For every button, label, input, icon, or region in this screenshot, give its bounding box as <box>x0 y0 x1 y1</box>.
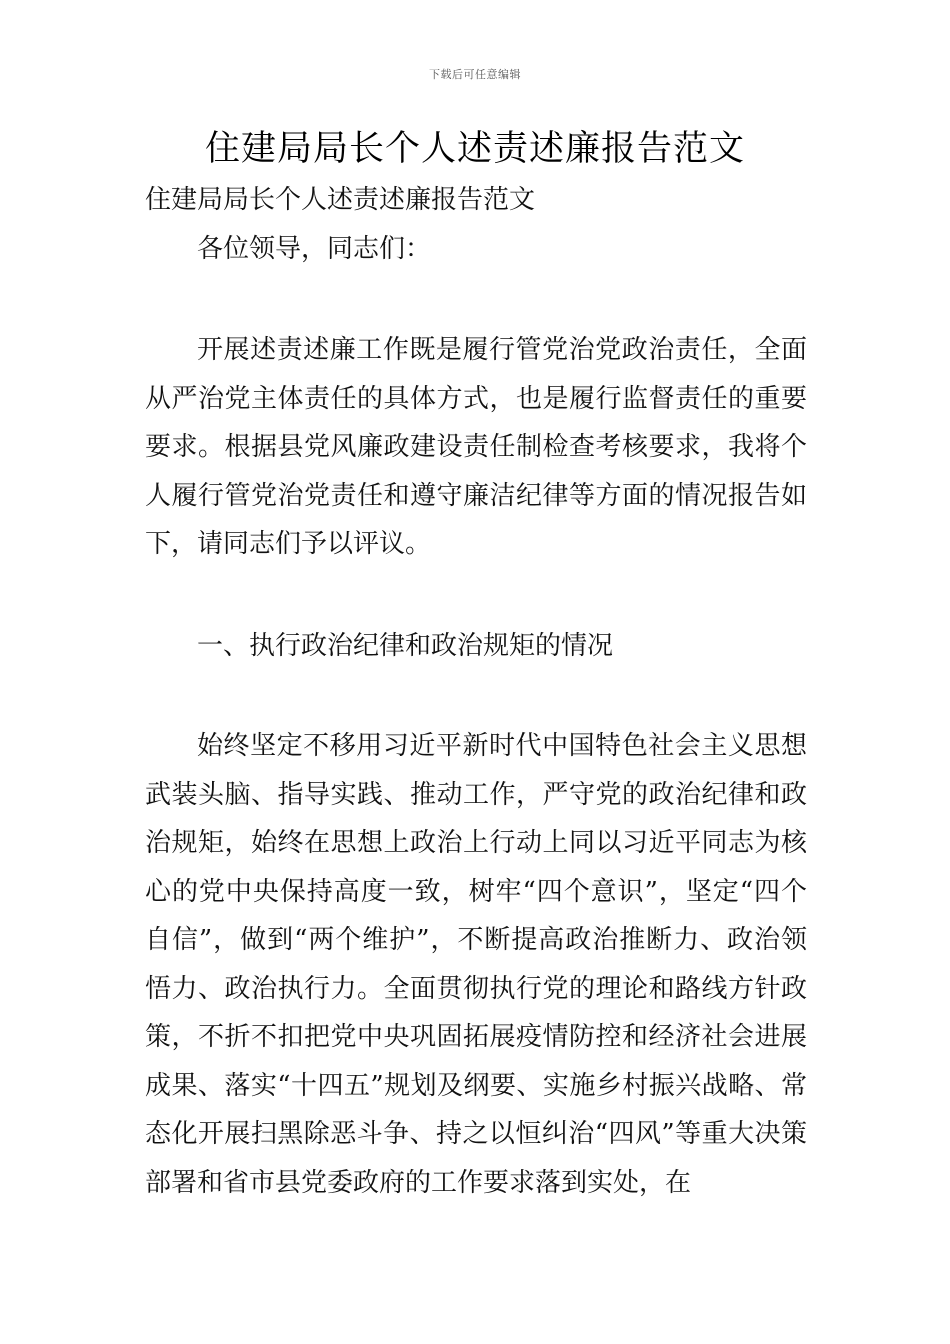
document-subtitle: 住建局局长个人述责述廉报告范文 <box>145 185 536 215</box>
document-title: 住建局局长个人述责述廉报告范文 <box>204 129 745 169</box>
paragraph-intro: 开展述责述廉工作既是履行管党治党政治责任，全面从严治党主体责任的具体方式，也是履行监督责任的重要要求。根据县党风廉政建设责任制检查考核要求，我将个人履行管党治党责任和遵守廉洁纪律等方面的情况报告如下，请同志们予以评议。 <box>145 335 807 559</box>
paragraph-section-1: 始终坚定不移用习近平新时代中国特色社会主义思想武装头脑、指导实践、推动工作，严守党的政治纪律和政治规矩，始终在思想上政治上行动上同以习近平同志为核心的党中央保持高度一致，树牢“四个意识”，坚定“四个自信”，做到“两个维护”，不断提高政治推断力、政治领悟力、政治执行力。全面贯彻执行党的理论和路线方针政策，不折不扣把党中央巩固拓展疫情防控和经济社会进展成果、落实“十四五”规划及纲要、实施乡村振兴战略、常态化开展扫黑除恶斗争、持之以恒纠治“四风”等重大决策部署和省市县党委政府的工作要求落到实处，在 <box>145 731 807 1198</box>
greeting: 各位领导，同志们： <box>197 234 432 264</box>
header-note: 下载后可任意编辑 <box>429 68 521 81</box>
section-heading: 一、执行政治纪律和政治规矩的情况 <box>197 631 614 661</box>
